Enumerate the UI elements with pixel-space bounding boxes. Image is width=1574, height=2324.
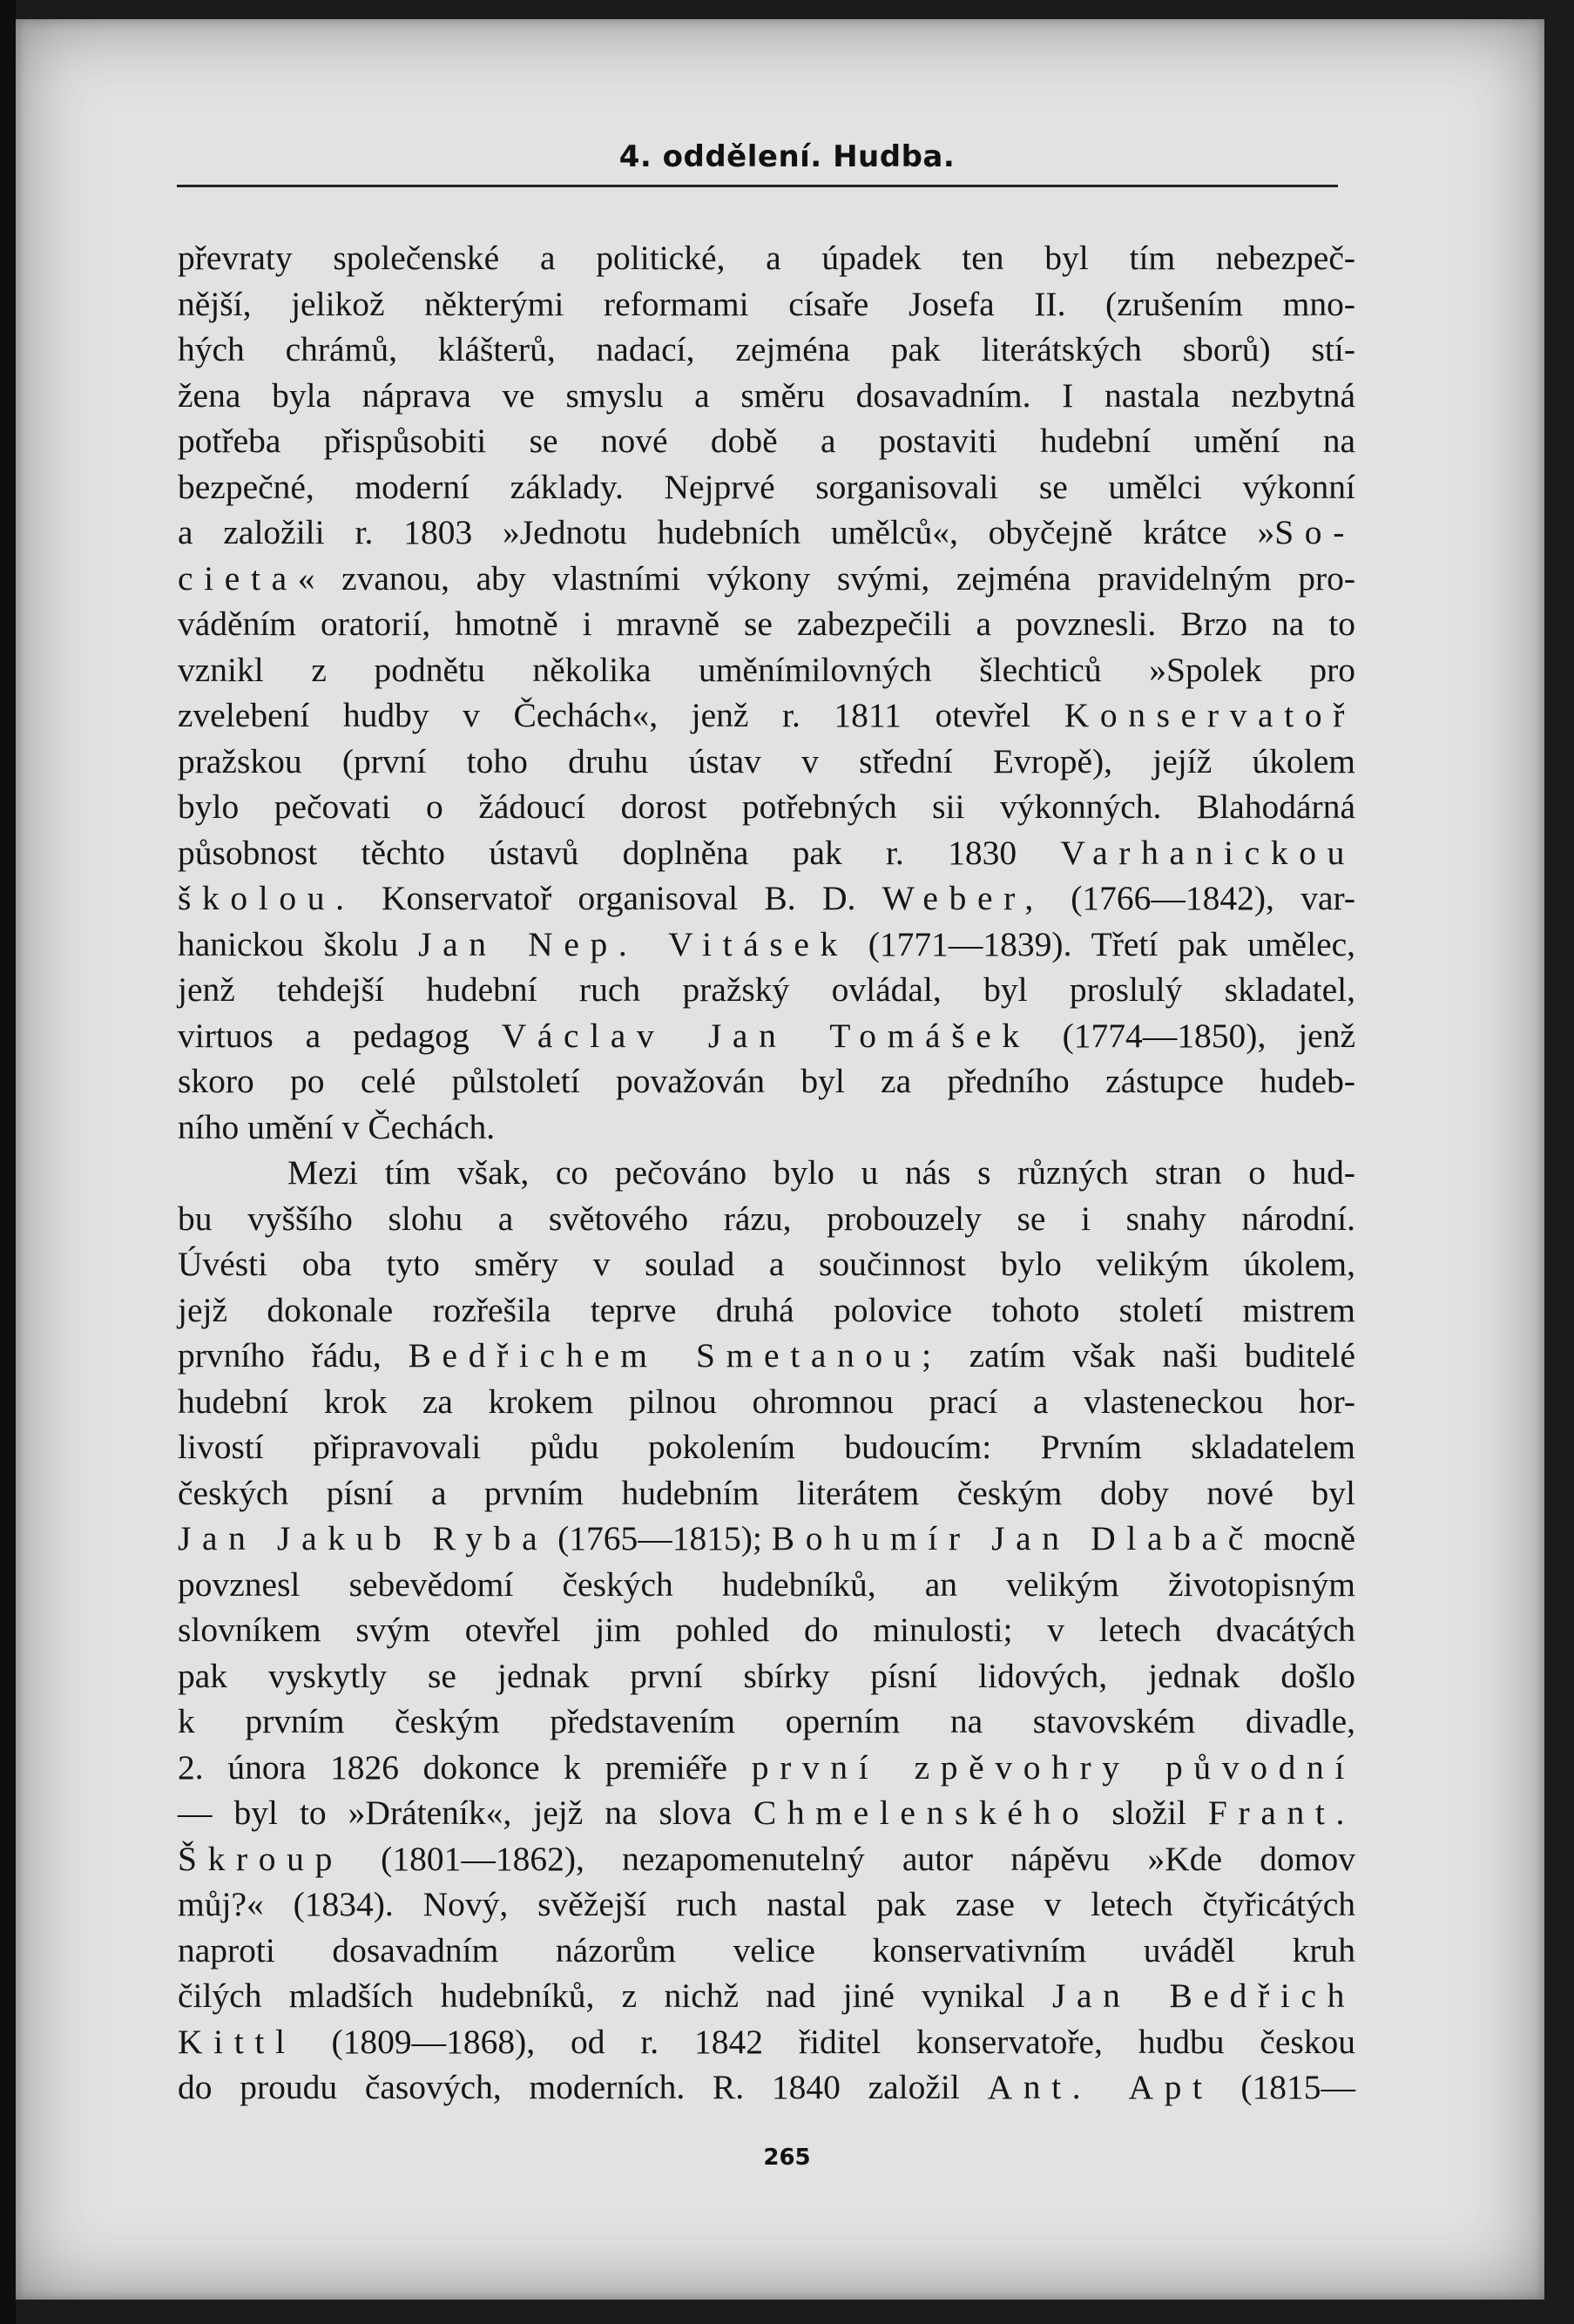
- text-line: potřeba přispůsobiti se nové době a postaviti hudební umění na: [178, 422, 1355, 460]
- text-line: do proudu časových, moderních. R. 1840 založil Ant. Apt (1815—: [178, 2068, 1356, 2106]
- text-line: cieta« zvanou, aby vlastními výkony svými, zejména pravidelným pro-: [178, 558, 1355, 598]
- spaced-name: první zpěvohry původní: [751, 1747, 1355, 1787]
- spaced-name: cieta: [178, 558, 298, 598]
- text-line: můj?« (1834). Nový, svěžejší ruch nastal pak zase v letech čtyřicátých: [178, 1885, 1355, 1923]
- header-rule: [177, 185, 1338, 187]
- spaced-name: Bedřichem Smetanou;: [408, 1336, 942, 1375]
- spaced-name: Chmelenského: [753, 1794, 1091, 1832]
- text-line: k prvním českým představením operním na stavovském divadle,: [178, 1702, 1355, 1740]
- text-line: Kittl (1809—1868), od r. 1842 řiditel konservatoře, hudbu českou: [178, 2022, 1355, 2061]
- text-line: jejž dokonale rozřešila teprve druhá polovice tohoto století mistrem: [178, 1290, 1355, 1329]
- spaced-name: Jan Nep. Vitásek: [418, 924, 848, 963]
- text-line: Úvésti oba tyto směry v soulad a součinnost bylo velikým úkolem,: [178, 1245, 1355, 1283]
- spaced-name: Jan Bedřich: [1051, 1976, 1356, 2015]
- text-line: čilých mladších hudebníků, z nichž nad jiné vynikal Jan Bedřich: [178, 1976, 1356, 2015]
- text-line: naproti dosavadním názorům velice konservativním uváděl kruh: [178, 1930, 1355, 1969]
- running-title: 4. oddělení. Hudba.: [618, 139, 956, 174]
- spaced-name: Konservatoř: [1064, 696, 1356, 734]
- text-line: 2. února 1826 dokonce k premiéře první zpěvohry původní: [178, 1747, 1355, 1787]
- text-line: slovníkem svým otevřel jim pohled do minulosti; v letech dvacátých: [178, 1611, 1355, 1649]
- text-line: nější, jelikož některými reformami císaře Josefa II. (zrušením mno-: [178, 284, 1355, 323]
- text-line: vznikl z podnětu několika uměnímilovných šlechticů »Spolek pro: [178, 650, 1355, 689]
- spaced-name: Bohumír Jan Dlabač: [771, 1519, 1254, 1557]
- spaced-name: Jan Jakub Ryba: [178, 1519, 549, 1557]
- text-line: Jan Jakub Ryba (1765—1815); Bohumír Jan Dlabač mocně: [178, 1519, 1356, 1557]
- spaced-name: Weber,: [882, 879, 1044, 917]
- text-line: českých písní a prvním hudebním literátem českým doby nové byl: [178, 1473, 1355, 1512]
- text-line: působnost těchto ústavů doplněna pak r. 1830 Varhanickou: [178, 833, 1356, 872]
- text-line: skoro po celé půlstoletí považován byl za předního zástupce hudeb-: [178, 1062, 1355, 1100]
- page-number: 265: [763, 2145, 811, 2171]
- spaced-name: Václav Jan Tomášek: [501, 1016, 1030, 1055]
- text-line: virtuos a pedagog Václav Jan Tomášek (1774—1850), jenž: [178, 1016, 1355, 1055]
- spaced-name: Varhanickou: [1060, 833, 1356, 872]
- text-line: ního umění v Čechách.: [178, 1107, 496, 1146]
- text-line: zvelebení hudby v Čechách«, jenž r. 1811 otevřel Konservatoř: [178, 696, 1356, 734]
- text-line: školou. Konservatoř organisoval B. D. Weber, (1766—1842), var-: [178, 879, 1355, 917]
- text-line: pražskou (první toho druhu ústav v střední Evropě), jejíž úkolem: [178, 741, 1355, 780]
- text-line: pak vyskytly se jednak první sbírky písní lidových, jednak došlo: [178, 1656, 1355, 1695]
- text-line: váděním oratorií, hmotně i mravně se zabezpečili a povznesli. Brzo na to: [178, 605, 1355, 643]
- text-line: jenž tehdejší hudební ruch pražský ovládal, byl proslulý skladatel,: [178, 970, 1355, 1009]
- text-line: hudební krok za krokem pilnou ohromnou prací a vlasteneckou hor-: [178, 1382, 1355, 1421]
- text-line: hanickou školu Jan Nep. Vitásek (1771—1839). Třetí pak umělec,: [178, 924, 1356, 963]
- text-line: bylo pečovati o žádoucí dorost potřebných sii výkonných. Blahodárná: [178, 787, 1355, 826]
- text-line: převraty společenské a politické, a úpadek ten byl tím nebezpeč-: [178, 239, 1355, 277]
- text-line: žena byla náprava ve smyslu a směru dosavadním. I nastala nezbytná: [178, 375, 1355, 415]
- spaced-name: So-: [1274, 513, 1355, 551]
- text-line: a založili r. 1803 »Jednotu hudebních umělců«, obyčejně krátce »So-: [178, 513, 1355, 551]
- spaced-name: školou.: [178, 879, 355, 917]
- text-line: livostí připravovali půdu pokolením budoucím: Prvním skladatelem: [178, 1428, 1355, 1466]
- spaced-name: Ant. Apt: [987, 2068, 1213, 2106]
- text-line: Mezi tím však, co pečováno bylo u nás s různých stran o hud-: [287, 1153, 1355, 1192]
- text-line: bu vyššího slohu a světového rázu, probouzely se i snahy národní.: [178, 1199, 1355, 1238]
- body-text: [178, 235, 1355, 2111]
- text-line: Škroup (1801—1862), nezapomenutelný autor nápěvu »Kde domov: [178, 1839, 1355, 1878]
- text-line: povznesl sebevědomí českých hudebníků, an velikým životopisným: [178, 1564, 1355, 1604]
- spaced-name: Kittl: [178, 2022, 296, 2061]
- text-line: prvního řádu, Bedřichem Smetanou; zatím však naši buditelé: [178, 1336, 1355, 1375]
- text-line: hých chrámů, klášterů, nadací, zejména pak literátských sborů) stí-: [178, 330, 1355, 368]
- spaced-name: Škroup: [178, 1839, 343, 1878]
- scan-left-edge: [0, 0, 16, 2324]
- spaced-name: Frant.: [1207, 1794, 1356, 1832]
- text-line: — byl to »Dráteník«, jejž na slova Chmelenského složil Frant.: [178, 1794, 1356, 1832]
- text-line: bezpečné, moderní základy. Nejprvé sorganisovali se umělci výkonní: [178, 467, 1355, 506]
